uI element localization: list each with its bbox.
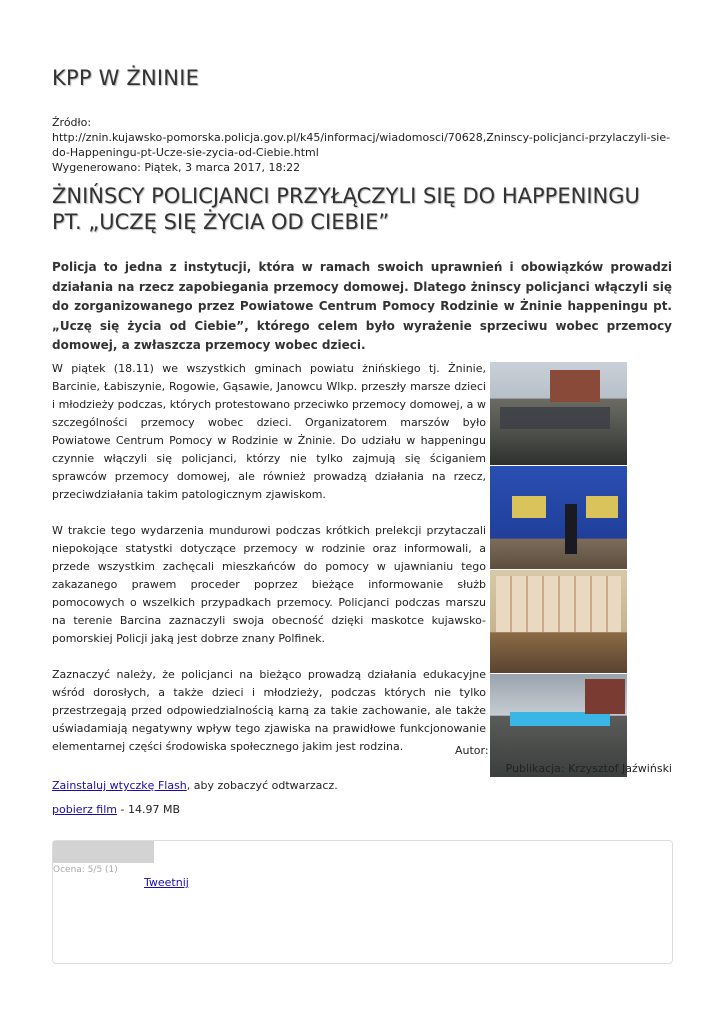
paragraph-3: Zaznaczyć należy, że policjanci na bieżąco prowadzą działania edukacyjne wśród dorosłych, a także dzieci i młodzieży, podczas których nie tylko przestrzegają przed odpowiedzialnością karną za takie zachowanie, ale także uświadamiają negatywny wpływ tego zjawiska na prawidłowe funkcjonowanie elementarnej części środowiska społecznego jakim jest rodzina.: [52, 668, 486, 753]
install-flash-link[interactable]: Zainstaluj wtyczkę Flash: [52, 779, 187, 792]
flash-rest-text: , aby zobaczyć odtwarzacz.: [186, 779, 338, 792]
download-line: [52, 803, 180, 816]
article-lead: Policja to jedna z instytucji, która w ramach swoich uprawnień i obowiązków prowadzi działania na rzecz zapobiegania przemocy domowej. Dlatego żninscy policjanci włączyli się do zorganizowanego przez Powiatowe Centrum Pomocy Rodzinie w Żninie happeningu pt. „Uczę się życia od Ciebie”, którego celem było wyrażenie sprzeciwu wobec przemocy domowej, a zwłaszcza przemocy wobec dzieci.: [52, 260, 672, 352]
photo-children-drawings[interactable]: [490, 570, 627, 673]
download-film-link[interactable]: pobierz film: [52, 803, 118, 816]
social-box: [52, 840, 673, 964]
publication-info: Publikacja: Krzysztof Jaźwiński: [505, 762, 672, 775]
flash-line: [52, 779, 338, 792]
source-label: Źródło:: [52, 116, 92, 129]
photo-march-street[interactable]: [490, 362, 627, 465]
paragraph-2: W trakcie tego wydarzenia mundurowi podczas krótkich prelekcji przytaczali niepokojące statystki dotyczące przemocy w rodzinie oraz informowali, a przede wszystkim zachęcali mieszkańców do pomocy w ujawnianiu tego zakazanego prawem proceder poprzez bieżące informowanie służb pomocowych o wszelkich przypadkach przemocy. Policjanci podczas marszu na terenie Barcina zaznaczyli swoja obecność dzięki maskotce kujawsko-pomorskiej Policji jaką jest dobrze znany Polfinek.: [52, 524, 486, 645]
photo-column: [490, 362, 627, 778]
author-label: Autor:: [455, 744, 489, 757]
tweet-link[interactable]: Tweetnij: [144, 876, 189, 889]
photo-stage-officer[interactable]: [490, 466, 627, 569]
article-body: [52, 360, 486, 774]
film-size: - 14.97 MB: [117, 803, 181, 816]
generated-date: Wygenerowano: Piątek, 3 marca 2017, 18:22: [52, 161, 301, 174]
source-url: http://znin.kujawsko-pomorska.policja.gov.pl/k45/informacj/wiadomosci/70628,Zninscy-policjanci-przylaczyli-sie-do-Happeningu-pt-Ucze-sie-zycia-od-Ciebie.html: [52, 131, 671, 159]
meta-block: [52, 115, 674, 175]
rating-bar[interactable]: [53, 841, 154, 863]
site-title: KPP W ŻNINIE: [52, 66, 200, 90]
rating-text: Ocena: 5/5 (1): [53, 865, 118, 875]
article-title: ŻNIŃSCY POLICJANCI PRZYŁĄCZYLI SIĘ DO HAPPENINGU PT. „UCZĘ SIĘ ŻYCIA OD CIEBIE”: [52, 184, 640, 234]
paragraph-1: W piątek (18.11) we wszystkich gminach powiatu żnińskiego tj. Żninie, Barcinie, Łabiszynie, Rogowie, Gąsawie, Janowcu Wlkp. przeszły marsze dzieci i młodzieży podczas, których protestowano przeciwko przemocy domowej, a w szczególności przemocy wobec dzieci. Organizatorem marszów było Powiatowe Centrum Pomocy w Rodzinie w Żninie. Do udziału w happeningu czynnie włączyli się policjanci, którzy nie tylko zajmują się ściganiem sprawców przemocy domowej, ale również prowadzą działania na rzecz, przeciwdziałania takim patologicznym zjawiskom.: [52, 362, 486, 501]
